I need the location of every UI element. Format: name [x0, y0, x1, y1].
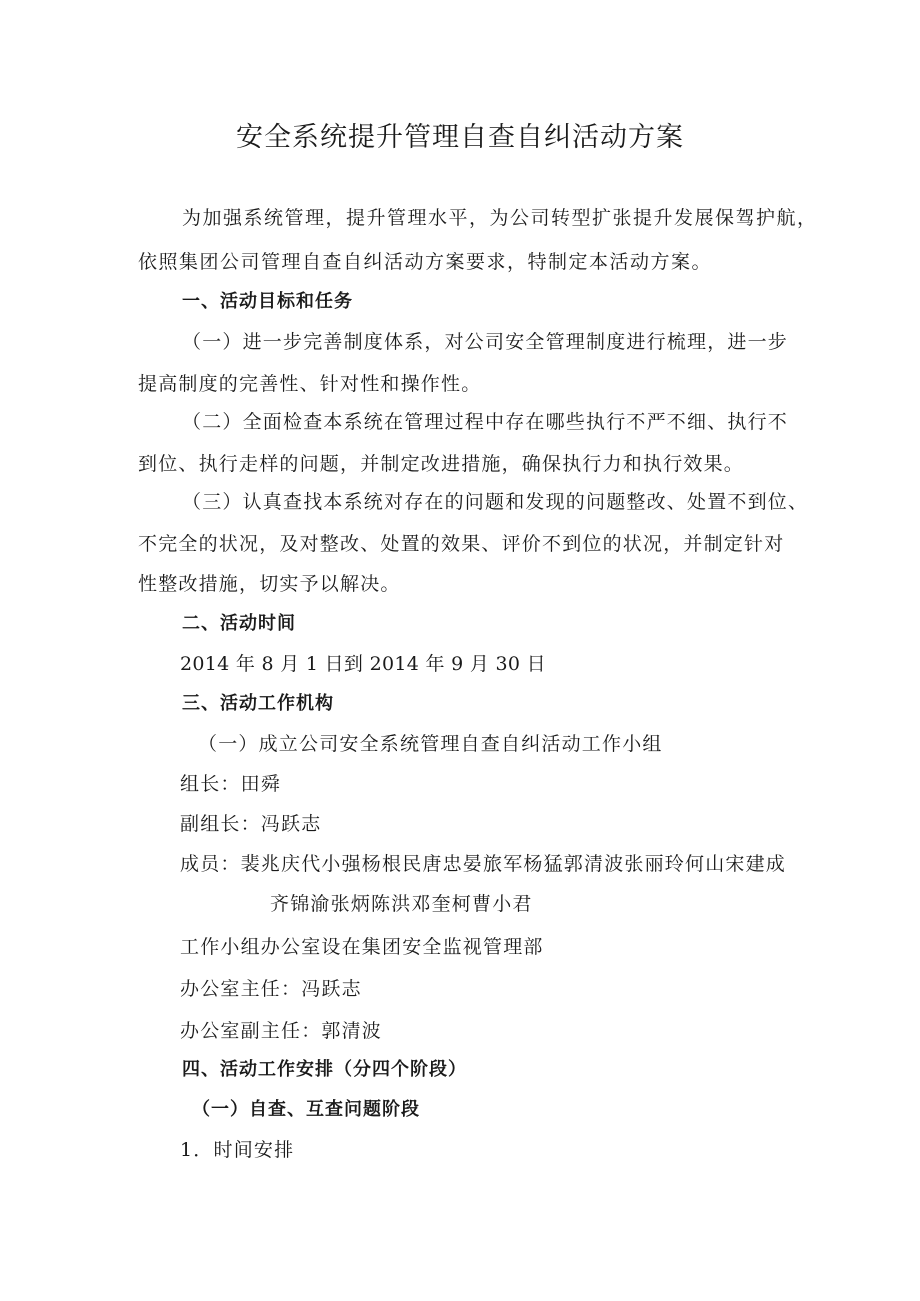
section-2-heading: 二、活动时间	[182, 613, 296, 634]
office-director: 办公室主任：冯跃志	[180, 978, 362, 1000]
section-1-item-1-line-1: （一）进一步完善制度体系，对公司安全管理制度进行梳理，进一步	[182, 331, 789, 353]
section-1-item-3-line-1: （三）认真查找本系统对存在的问题和发现的问题整改、处置不到位、	[182, 491, 809, 513]
group-leader: 组长：田舜	[180, 773, 282, 795]
section-3-heading: 三、活动工作机构	[182, 693, 334, 714]
section-3-sub-1: （一）成立公司安全系统管理自查自纠活动工作小组	[198, 733, 663, 755]
section-1-item-2-line-1: （二）全面检查本系统在管理过程中存在哪些执行不严不细、执行不	[182, 411, 789, 433]
section-1-item-1-line-2: 提高制度的完善性、针对性和操作性。	[138, 373, 482, 395]
office-deputy-director: 办公室副主任：郭清波	[180, 1020, 383, 1042]
time-arrangement: 1．时间安排	[180, 1139, 295, 1161]
document-title: 安全系统提升管理自查自纠活动方案	[236, 122, 684, 153]
intro-line-2: 依照集团公司管理自查自纠活动方案要求，特制定本活动方案。	[138, 251, 713, 273]
deputy-leader: 副组长：冯跃志	[180, 813, 322, 835]
phase-1-heading: （一）自查、互查问题阶段	[192, 1099, 420, 1120]
section-1-heading: 一、活动目标和任务	[182, 291, 353, 312]
members-line-2: 齐锦渝张炳陈洪邓奎柯曹小君	[270, 893, 533, 915]
section-1-item-2-line-2: 到位、执行走样的问题，并制定改进措施，确保执行力和执行效果。	[138, 453, 745, 475]
members-line-1: 成员：裴兆庆代小强杨根民唐忠晏旅军杨猛郭清波张丽玲何山宋建成	[180, 853, 787, 875]
intro-line-1: 为加强系统管理，提升管理水平，为公司转型扩张提升发展保驾护航，	[182, 207, 818, 229]
office-location: 工作小组办公室设在集团安全监视管理部	[180, 936, 544, 958]
section-1-item-3-line-2: 不完全的状况，及对整改、处置的效果、评价不到位的状况，并制定针对	[138, 533, 785, 555]
section-4-heading: 四、活动工作安排（分四个阶段）	[182, 1059, 467, 1080]
activity-period: 2014 年 8 月 1 日到 2014 年 9 月 30 日	[180, 653, 546, 675]
section-1-item-3-line-3: 性整改措施，切实予以解决。	[138, 573, 401, 595]
